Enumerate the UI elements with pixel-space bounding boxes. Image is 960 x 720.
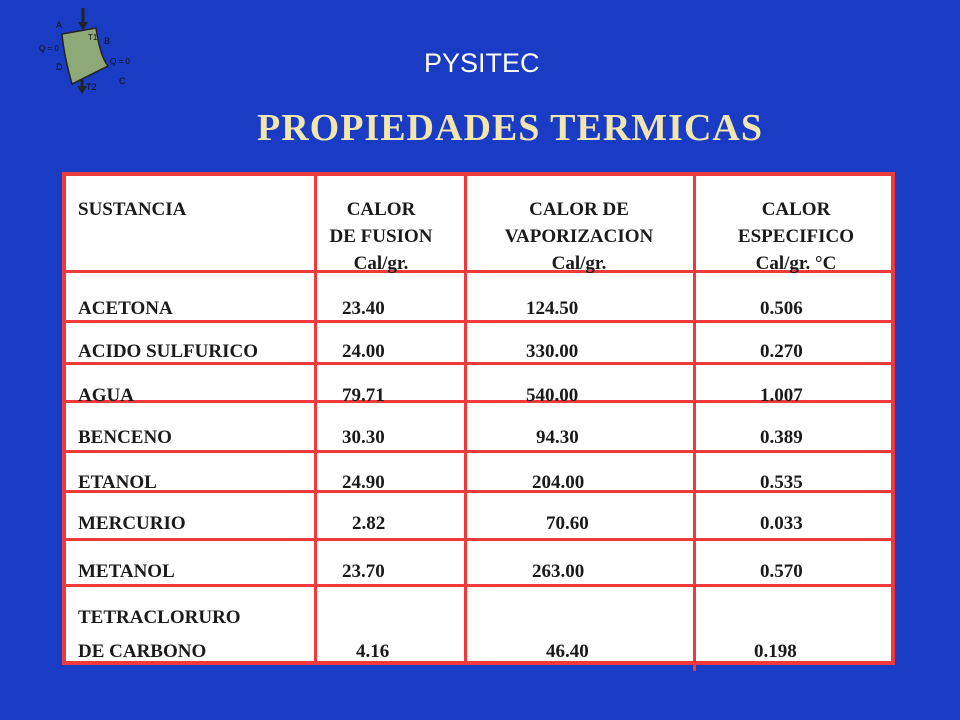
row-fusion: 79.71 xyxy=(342,385,385,406)
row-vapor: 124.50 xyxy=(526,298,579,319)
row-fusion: 2.82 xyxy=(352,513,386,534)
logo-label-q-left: Q = 0 xyxy=(39,44,59,53)
logo-label-t2: T2 xyxy=(86,82,97,92)
cycle-shape xyxy=(62,28,111,84)
row-specific: 0.270 xyxy=(760,341,803,362)
header-calor-vapor-unit: Cal/gr. xyxy=(551,253,607,274)
row-specific: 0.033 xyxy=(760,513,803,534)
row-vapor: 70.60 xyxy=(546,513,589,534)
row-vapor: 46.40 xyxy=(546,641,589,662)
header-calor-especifico-line2: ESPECIFICO xyxy=(737,226,855,247)
header-calor-fusion-unit: Cal/gr. xyxy=(353,253,409,274)
row-divider xyxy=(66,320,891,323)
header-calor-vapor-line2: VAPORIZACION xyxy=(504,226,654,247)
row-vapor: 94.30 xyxy=(536,427,579,448)
header-calor-fusion-line1: CALOR xyxy=(346,199,416,220)
header-sustancia: SUSTANCIA xyxy=(78,199,187,220)
row-vapor: 204.00 xyxy=(532,472,585,493)
row-specific: 1.007 xyxy=(760,385,803,406)
thermal-properties-table xyxy=(62,172,895,665)
column-divider xyxy=(464,176,467,661)
logo-label-a: A xyxy=(56,20,63,30)
row-specific: 0.506 xyxy=(760,298,803,319)
row-vapor: 540.00 xyxy=(526,385,579,406)
header-calor-especifico-line1: CALOR xyxy=(761,199,831,220)
row-specific: 0.570 xyxy=(760,561,803,582)
row-divider xyxy=(66,362,891,365)
row-specific: 0.198 xyxy=(754,641,797,662)
row-divider xyxy=(66,450,891,453)
row-name: ACIDO SULFURICO xyxy=(78,341,258,362)
row-fusion: 23.40 xyxy=(342,298,385,319)
row-name: TETRACLORURO xyxy=(78,607,241,628)
page-title: PROPIEDADES TERMICAS xyxy=(257,107,763,149)
row-name-line2: DE CARBONO xyxy=(78,641,207,662)
header-calor-fusion-line2: DE FUSION xyxy=(329,226,433,247)
logo-label-q-right: Q = 0 xyxy=(110,57,130,66)
row-fusion: 24.00 xyxy=(342,341,385,362)
row-name: AGUA xyxy=(78,385,134,406)
row-specific: 0.389 xyxy=(760,427,803,448)
column-divider xyxy=(314,176,317,661)
column-divider xyxy=(693,176,696,671)
logo-label-b: B xyxy=(104,36,111,46)
row-fusion: 24.90 xyxy=(342,472,385,493)
row-divider xyxy=(66,584,891,587)
row-specific: 0.535 xyxy=(760,472,803,493)
row-vapor: 330.00 xyxy=(526,341,579,362)
row-fusion: 30.30 xyxy=(342,427,385,448)
logo-label-d: D xyxy=(56,62,63,72)
row-fusion: 4.16 xyxy=(356,641,390,662)
row-fusion: 23.70 xyxy=(342,561,385,582)
row-name: METANOL xyxy=(78,561,175,582)
row-vapor: 263.00 xyxy=(532,561,585,582)
row-name: BENCENO xyxy=(78,427,172,448)
logo-label-t1: T1 xyxy=(88,33,98,42)
header-calor-vapor-line1: CALOR DE xyxy=(529,199,629,220)
carnot-cycle-logo xyxy=(34,6,144,96)
row-name: ETANOL xyxy=(78,472,157,493)
brand-name: PYSITEC xyxy=(424,48,540,78)
logo-label-c: C xyxy=(119,76,126,86)
row-divider xyxy=(66,538,891,541)
header-calor-especifico-unit: Cal/gr. °C xyxy=(755,253,837,274)
row-name: ACETONA xyxy=(78,298,173,319)
row-name: MERCURIO xyxy=(78,513,186,534)
